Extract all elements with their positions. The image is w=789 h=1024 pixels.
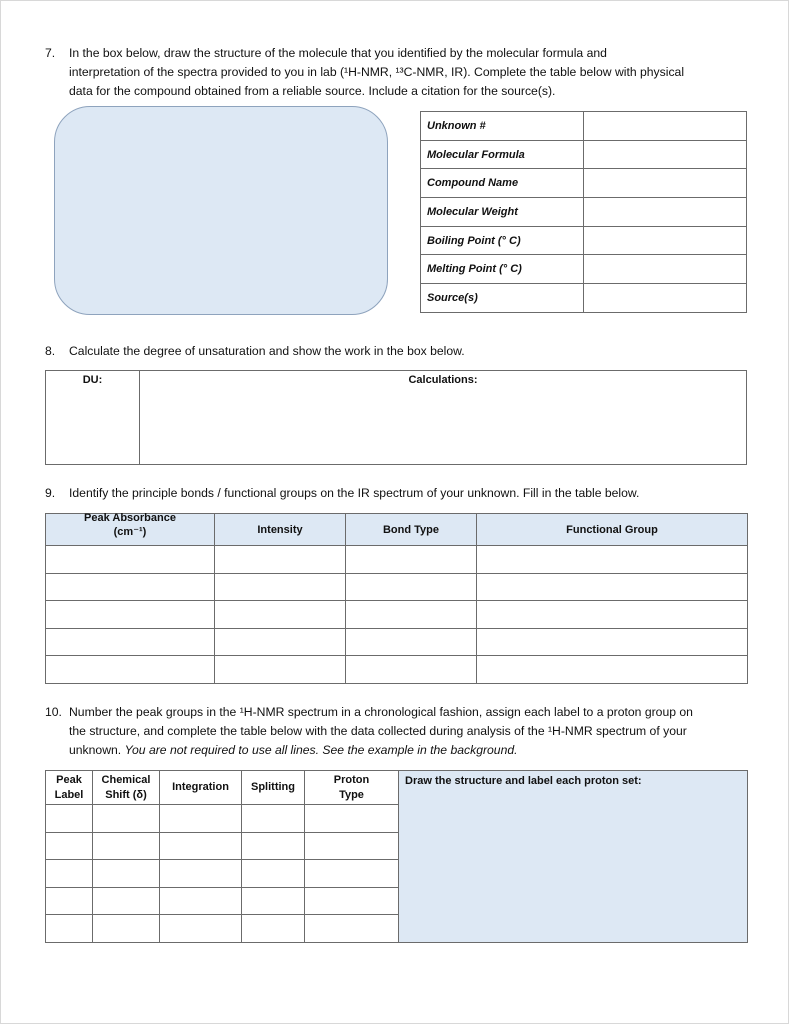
table-cell[interactable]	[477, 573, 748, 601]
physical-data-table	[420, 111, 747, 313]
header-splitting: Splitting	[242, 771, 305, 805]
table-cell[interactable]	[346, 601, 477, 629]
table-cell[interactable]	[160, 915, 242, 943]
table-row	[421, 169, 747, 198]
table-cell[interactable]	[305, 915, 399, 943]
structure-drawing-area[interactable]	[399, 771, 748, 943]
table-cell[interactable]	[46, 573, 215, 601]
table-cell[interactable]	[160, 860, 242, 888]
header-peak-line-1: Peak Absorbance	[84, 511, 176, 524]
table-cell[interactable]	[215, 656, 346, 684]
table-cell[interactable]	[46, 546, 215, 574]
table-cell[interactable]	[305, 832, 399, 860]
header-functional-group: Functional Group	[477, 514, 748, 546]
table-row	[46, 573, 748, 601]
header-shift-line-1: Chemical	[101, 773, 151, 786]
table-cell[interactable]	[242, 887, 305, 915]
value-cell[interactable]	[584, 255, 747, 284]
question-10-line-3	[69, 741, 518, 760]
question-10-line-3-italic: You are not required to use all lines. See the example in the background.	[124, 743, 518, 757]
question-8-text: Calculate the degree of unsaturation and show the work in the box below.	[69, 344, 465, 358]
row-label: Melting Point (° C)	[421, 255, 584, 284]
question-7-line-2: interpretation of the spectra provided to you in lab (¹H-NMR, ¹³C-NMR, IR). Complete the table below with physical	[69, 65, 685, 79]
table-cell[interactable]	[477, 601, 748, 629]
table-cell[interactable]	[46, 887, 93, 915]
table-cell[interactable]	[160, 832, 242, 860]
table-row	[46, 546, 748, 574]
header-peak-absorbance	[46, 511, 215, 546]
header-proton-line-1: Proton	[333, 773, 370, 786]
table-cell[interactable]	[93, 915, 160, 943]
table-row	[421, 198, 747, 227]
row-label: Compound Name	[421, 169, 584, 198]
du-label: DU:	[82, 374, 103, 386]
degree-unsaturation-table	[45, 370, 747, 465]
table-cell[interactable]	[346, 656, 477, 684]
question-7-line-3: data for the compound obtained from a reliable source. Include a citation for the source(s).	[69, 84, 556, 98]
table-cell[interactable]	[46, 860, 93, 888]
row-label: Boiling Point (° C)	[421, 226, 584, 255]
calculations-label: Calculations:	[408, 374, 478, 386]
table-cell[interactable]	[160, 805, 242, 833]
value-cell[interactable]	[584, 169, 747, 198]
question-7-line-1: In the box below, draw the structure of the molecule that you identified by the molecular formula and	[69, 46, 607, 60]
table-cell[interactable]	[160, 887, 242, 915]
value-cell[interactable]	[584, 226, 747, 255]
question-9-number: 9.	[45, 486, 56, 500]
table-row	[46, 656, 748, 684]
header-peak-line-2: Label	[54, 788, 84, 801]
calculations-cell[interactable]	[140, 371, 747, 465]
table-cell[interactable]	[305, 887, 399, 915]
header-proton-type	[305, 771, 399, 805]
header-peak-line-1: Peak	[56, 773, 82, 786]
table-cell[interactable]	[477, 628, 748, 656]
table-cell[interactable]	[93, 887, 160, 915]
question-10-line-3-plain: unknown.	[69, 743, 125, 757]
table-cell[interactable]	[346, 628, 477, 656]
header-shift-line-2: Shift (δ)	[105, 788, 147, 801]
table-row	[421, 255, 747, 284]
row-label: Molecular Formula	[421, 140, 584, 169]
table-cell[interactable]	[46, 915, 93, 943]
table-cell[interactable]	[242, 860, 305, 888]
question-9-text: Identify the principle bonds / functional groups on the IR spectrum of your unknown. Fill in the table below.	[69, 486, 640, 500]
table-cell[interactable]	[305, 805, 399, 833]
header-proton-line-2: Type	[339, 788, 364, 801]
header-bond-type: Bond Type	[346, 514, 477, 546]
structure-drawing-box[interactable]	[54, 106, 388, 315]
table-cell[interactable]	[477, 546, 748, 574]
du-cell[interactable]	[46, 371, 140, 465]
table-cell[interactable]	[242, 832, 305, 860]
table-cell[interactable]	[477, 656, 748, 684]
table-cell[interactable]	[215, 573, 346, 601]
question-10-line-2: the structure, and complete the table below with the data collected during analysis of the ¹H-NMR spectrum of your	[69, 724, 687, 738]
value-cell[interactable]	[584, 284, 747, 313]
table-cell[interactable]	[305, 860, 399, 888]
table-cell[interactable]	[93, 805, 160, 833]
ir-table	[45, 513, 748, 684]
header-integration: Integration	[160, 771, 242, 805]
table-cell[interactable]	[215, 546, 346, 574]
header-chemical-shift	[93, 771, 160, 805]
row-label: Source(s)	[421, 284, 584, 313]
header-intensity: Intensity	[215, 514, 346, 546]
table-cell[interactable]	[346, 573, 477, 601]
table-cell[interactable]	[46, 656, 215, 684]
table-cell[interactable]	[242, 805, 305, 833]
table-cell[interactable]	[93, 832, 160, 860]
table-row	[421, 226, 747, 255]
table-row	[421, 112, 747, 141]
table-cell[interactable]	[346, 546, 477, 574]
table-row	[46, 601, 748, 629]
table-row	[46, 628, 748, 656]
table-cell[interactable]	[242, 915, 305, 943]
value-cell[interactable]	[584, 198, 747, 227]
nmr-table	[45, 770, 748, 943]
table-row	[421, 140, 747, 169]
question-10-line-1: Number the peak groups in the ¹H-NMR spectrum in a chronological fashion, assign each label to a proton group on	[69, 705, 693, 719]
row-label: Unknown #	[421, 112, 584, 141]
header-peak-line-2: (cm⁻¹)	[113, 525, 147, 538]
value-cell[interactable]	[584, 140, 747, 169]
table-cell[interactable]	[46, 805, 93, 833]
question-7-number: 7.	[45, 46, 56, 60]
table-row	[421, 284, 747, 313]
question-10-number: 10.	[45, 705, 62, 719]
table-cell[interactable]	[215, 628, 346, 656]
question-8-number: 8.	[45, 344, 56, 358]
table-cell[interactable]	[46, 832, 93, 860]
row-label: Molecular Weight	[421, 198, 584, 227]
header-peak-label	[46, 771, 93, 805]
table-cell[interactable]	[93, 860, 160, 888]
table-cell[interactable]	[46, 628, 215, 656]
table-cell[interactable]	[46, 601, 215, 629]
table-cell[interactable]	[215, 601, 346, 629]
structure-label: Draw the structure and label each proton set:	[405, 775, 642, 787]
value-cell[interactable]	[584, 112, 747, 141]
